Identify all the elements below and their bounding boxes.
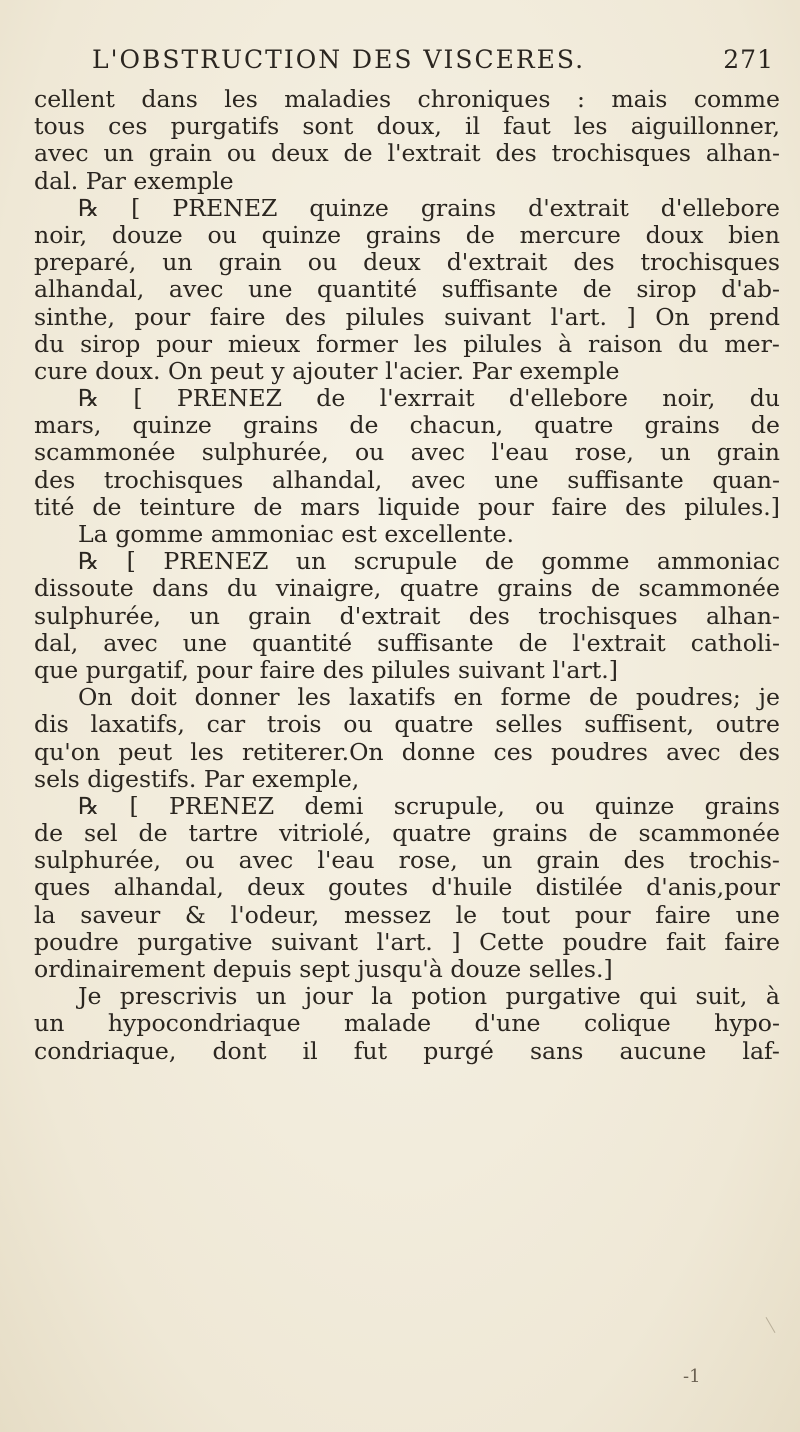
text-line: tité de teinture de mars liquide pour faire des pilules.] [34, 492, 780, 521]
text-line: de sel de tartre vitriolé, quatre grains de scammonée [34, 819, 780, 848]
text-line: Je prescrivis un jour la potion purgative qui suit, à [78, 982, 780, 1011]
text-line: ℞ [ PRENEZ quinze grains d'extrait d'ellebore [78, 193, 780, 222]
text-line: dis laxatifs, car trois ou quatre selles suffisent, outre [34, 710, 780, 739]
text-line: la saveur & l'odeur, messez le tout pour faire une [34, 900, 780, 929]
text-line: cellent dans les maladies chroniques : mais comme [34, 85, 780, 113]
running-title: L'OBSTRUCTION DES VISCERES. [92, 45, 586, 74]
text-line: sels digestifs. Par exemple, [34, 764, 360, 793]
text-line: dissoute dans du vinaigre, quatre grains de scammonée [34, 574, 780, 603]
text-line: preparé, un grain ou deux d'extrait des trochisques [34, 248, 780, 277]
text-line: sulphurée, un grain d'extrait des trochisques alhan- [34, 601, 780, 630]
text-line: ℞ [ PRENEZ de l'exrrait d'ellebore noir, du [78, 384, 780, 413]
text-line: dal. Par exemple [34, 166, 234, 195]
bottom-mark: -1 [683, 1366, 701, 1387]
text-line: sinthe, pour faire des pilules suivant l'art. ] On prend [34, 302, 780, 331]
text-line: un hypocondriaque malade d'une colique hypo- [34, 1009, 780, 1038]
text-line: La gomme ammoniac est excellente. [78, 520, 514, 548]
text-line: sulphurée, ou avec l'eau rose, un grain des trochis- [34, 846, 780, 875]
text-line: tous ces purgatifs sont doux, il faut les aiguillonner, [34, 112, 780, 141]
text-line: ℞ [ PRENEZ un scrupule de gomme ammoniac [78, 547, 780, 576]
text-line: ordinairement depuis sept jusqu'à douze selles.] [34, 955, 613, 983]
text-line: condriaque, dont il fut purgé sans aucune laf- [34, 1036, 780, 1065]
text-line: scammonée sulphurée, ou avec l'eau rose, un grain [34, 438, 780, 467]
text-line: avec un grain ou deux de l'extrait des trochisques alhan- [34, 139, 780, 168]
text-line: que purgatif, pour faire des pilules suivant l'art.] [34, 655, 618, 684]
page-number: 271 [723, 45, 774, 74]
text-line: mars, quinze grains de chacun, quatre grains de [34, 411, 780, 440]
text-line: des trochisques alhandal, avec une suffisante quan- [34, 465, 780, 494]
text-line: qu'on peut les retiterer.On donne ces poudres avec des [34, 737, 780, 766]
margin-mark [766, 1317, 776, 1333]
text-line: du sirop pour mieux former les pilules à raison du mer- [34, 329, 780, 358]
text-line: poudre purgative suivant l'art. ] Cette poudre fait faire [34, 927, 780, 956]
page-body-text [34, 86, 780, 1065]
text-line: cure doux. On peut y ajouter l'acier. Par exemple [34, 356, 620, 385]
text-line: ques alhandal, deux goutes d'huile distilée d'anis,pour [34, 873, 780, 902]
text-line: dal, avec une quantité suffisante de l'extrait catholi- [34, 628, 780, 657]
text-line: On doit donner les laxatifs en forme de poudres; je [78, 683, 780, 712]
text-line: alhandal, avec une quantité suffisante de sirop d'ab- [34, 275, 780, 304]
text-line: ℞ [ PRENEZ demi scrupule, ou quinze grains [78, 791, 780, 820]
text-line: noir, douze ou quinze grains de mercure doux bien [34, 220, 780, 249]
running-header [84, 44, 774, 76]
